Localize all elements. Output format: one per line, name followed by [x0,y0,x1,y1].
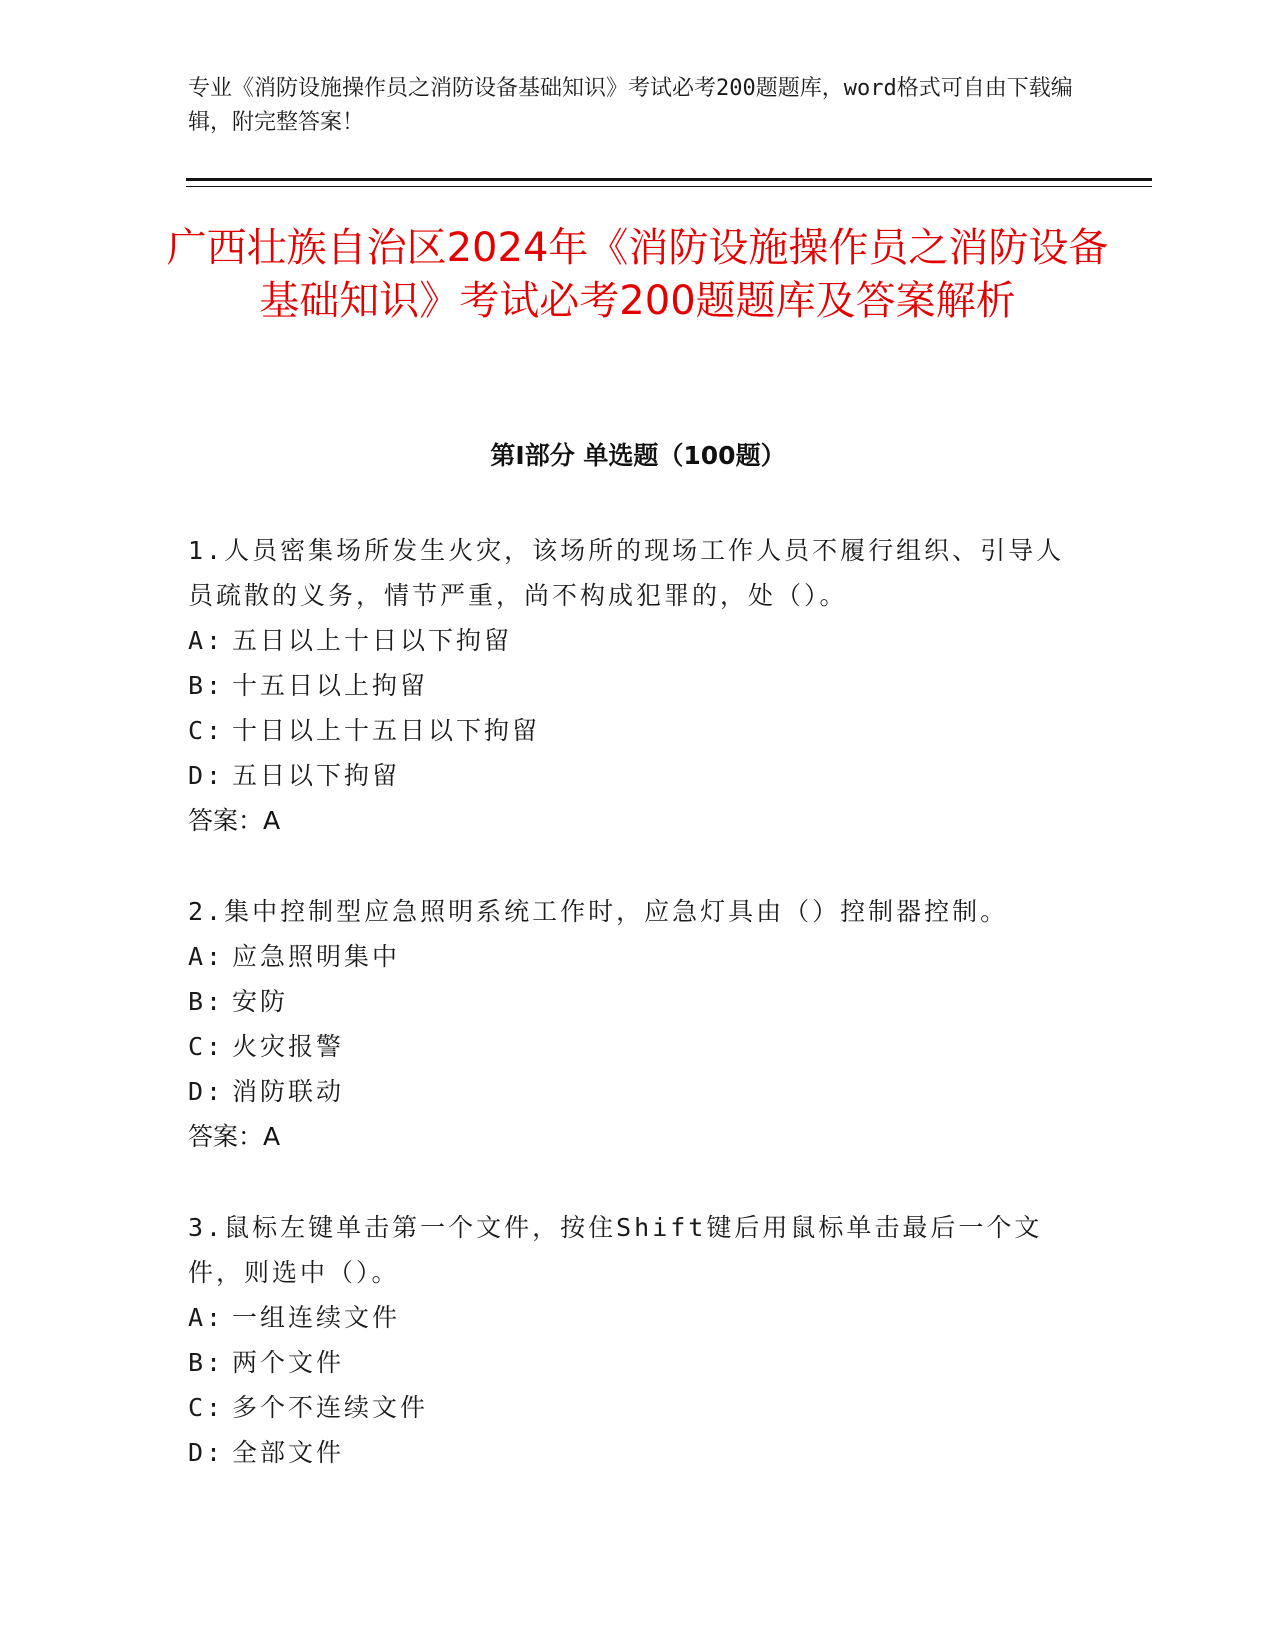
option-d [188,1069,1068,1114]
option-letter: A: [188,942,225,971]
answer-line [188,1114,1068,1159]
option-a [188,1295,1068,1340]
question-2 [188,889,1068,1159]
option-d [188,1430,1068,1475]
answer-value: A [263,806,281,835]
section-title: 第Ⅰ部分 单选题（100题） [490,441,786,470]
document-title: 广西壮族自治区2024年《消防设施操作员之消防设备基础知识》考试必考200题题库及答案解析 [166,225,1109,324]
option-text: 消防联动 [232,1077,345,1106]
option-letter: D: [188,1077,225,1106]
header-rule-thin [186,186,1152,187]
option-c [188,1385,1068,1430]
option-text: 全部文件 [232,1438,345,1467]
option-letter: B: [188,987,225,1016]
header-rule-thick [186,178,1152,181]
answer-label: 答案： [188,806,264,835]
option-b [188,1340,1068,1385]
option-letter: A: [188,626,225,655]
option-letter: B: [188,671,225,700]
option-text: 两个文件 [232,1348,345,1377]
question-3 [188,1205,1068,1475]
option-letter: D: [188,761,225,790]
answer-line [188,798,1068,843]
header-note: 专业《消防设施操作员之消防设备基础知识》考试必考200题题库，word格式可自由下载编辑，附完整答案！ [188,76,1073,135]
option-text: 十日以上十五日以下拘留 [232,716,541,745]
option-letter: D: [188,1438,225,1467]
answer-value: A [263,1122,281,1151]
question-stem: 3.鼠标左键单击第一个文件，按住Shift键后用鼠标单击最后一个文件，则选中（）。 [188,1213,1043,1287]
option-a [188,618,1068,663]
option-letter: B: [188,1348,225,1377]
question-list [188,528,1068,1475]
option-letter: C: [188,716,225,745]
question-1 [188,528,1068,843]
option-d [188,753,1068,798]
option-text: 五日以上十日以下拘留 [232,626,513,655]
option-text: 应急照明集中 [232,942,401,971]
option-text: 一组连续文件 [232,1303,401,1332]
option-b [188,663,1068,708]
option-text: 五日以下拘留 [232,761,401,790]
option-b [188,979,1068,1024]
option-a [188,934,1068,979]
option-text: 火灾报警 [232,1032,345,1061]
option-text: 多个不连续文件 [232,1393,429,1422]
question-stem: 2.集中控制型应急照明系统工作时，应急灯具由（）控制器控制。 [188,897,1009,926]
option-text: 安防 [232,987,289,1016]
option-letter: A: [188,1303,225,1332]
option-letter: C: [188,1393,225,1422]
question-stem: 1.人员密集场所发生火灾，该场所的现场工作人员不履行组织、引导人员疏散的义务，情节严重，尚不构成犯罪的，处（）。 [188,536,1065,610]
option-text: 十五日以上拘留 [232,671,429,700]
option-c [188,708,1068,753]
answer-label: 答案： [188,1122,264,1151]
option-c [188,1024,1068,1069]
option-letter: C: [188,1032,225,1061]
